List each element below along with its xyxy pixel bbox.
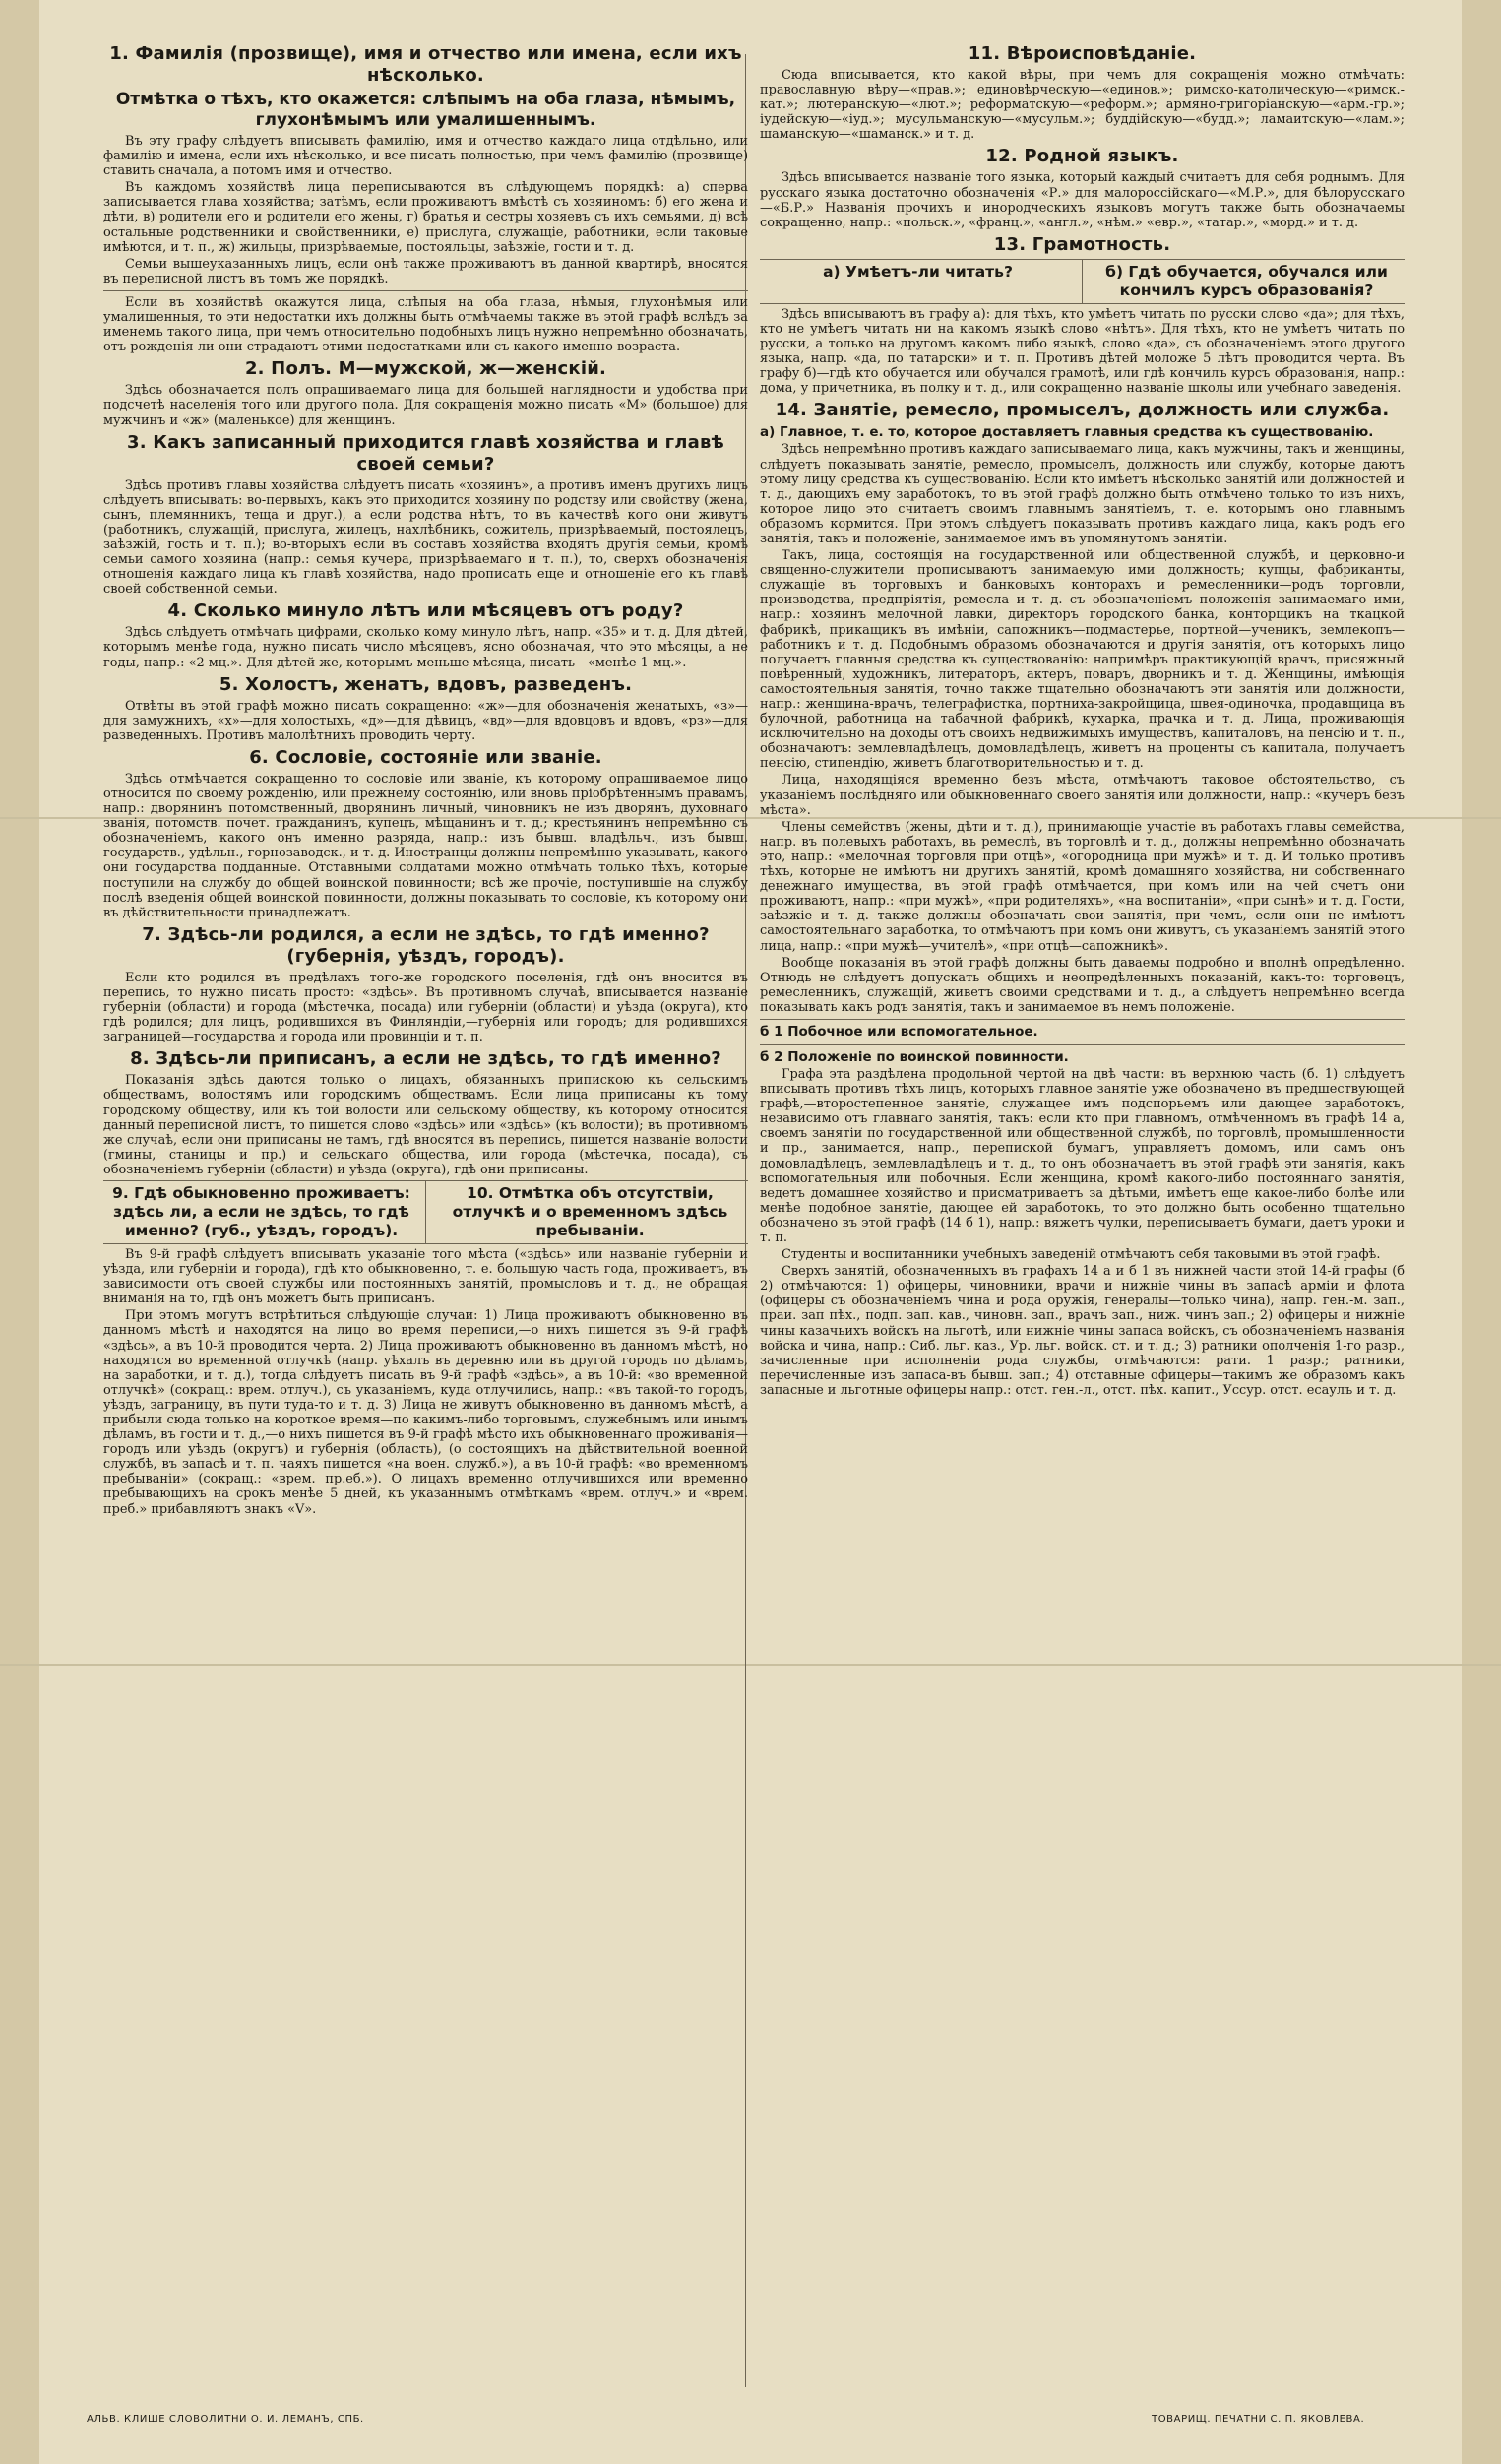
section-12-text: Здѣсь вписывается названіе того языка, который каждый считаетъ для себя роднымъ. Для русскаго языка достаточно обозначенія «Р.» для малороссійскаго—«М.Р.», для бѣлорусскаго—«Б.Р.» Названія прочихъ и инородческихъ языковъ могутъ также быть обозначаемы сокращенно, напр.: «польск.», «франц.», «англ.», «нѣм.» «евр.», «татар.», «морд.» и т. д. bbox=[760, 170, 1405, 230]
section-8-title: 8. Здѣсь-ли приписанъ, а если не здѣсь, то гдѣ именно? bbox=[130, 1048, 721, 1070]
section-13-title: 13. Грамотность. bbox=[993, 233, 1171, 255]
section-14-text: Такъ, лица, состоящія на государственной или общественной службѣ, и церковно-и священно-служители прописываютъ занимаемую ими должность; купцы, фабриканты, служащіе въ торговыхъ и банковыхъ конторахъ и ремесленники—родъ торговли, производства, предпріятія, ремесла и т. д. съ обозначеніемъ положенія занимаемаго ими, напр.: хозяинъ мелочной лавки, директоръ городского банка, конторщикъ на ткацкой фабрикѣ, прикащикъ въ имѣніи, сапожникъ—подмастерье, портной—ученикъ, землекопъ—работникъ и т. д. Подобнымъ образомъ обозначаются и другія занятія, отъ которыхъ лицо получаетъ главныя средства къ существованію: напримѣръ практикующій врачъ, присяжный повѣренный, художникъ, литераторъ, актеръ, поваръ, дворникъ и т. д. Женщины, имѣющія самостоятельныя занятія, точно также тщательно обозначаютъ эти занятія или должности, напр.: женщина-врачъ, телеграфистка, портниха-закройщица, швея-одиночка, продавщица въ булочной, работница на табачной фабрикѣ, кухарка, прачка и т. д. Лица, проживающія исключительно на доходы отъ своихъ недвижимыхъ имуществъ, капиталовъ, на пенсію и т. п., обозначаютъ: землевладѣлецъ, домовладѣлецъ, живетъ на проценты съ капитала, получаетъ пенсію, стипендію, живетъ благотворительностью и т. д. bbox=[760, 548, 1405, 772]
section-3-text: Здѣсь противъ главы хозяйства слѣдуетъ писать «хозяинъ», а противъ именъ другихъ лицъ слѣдуетъ вписывать: во-первыхъ, какъ это приходится хозяину по родству или свойству (жена, сынъ, племянникъ, теща и друг.), а если родства нѣтъ, то въ качествѣ кого они живутъ (работникъ, служащій, прислуга, жилецъ, нахлѣбникъ, сожитель, призрѣваемый, постоялецъ, заѣзжій, гость и т. п.); во-вторыхъ если въ составъ хозяйства входятъ другія семьи, кромѣ семьи самого хозяина (напр.: семья кучера, призрѣваемаго и т. п.), то, сверхъ обозначенія отношенія каждаго лица къ главѣ хозяйства, надо прописать еще и отношеніе его къ главѣ своей собственной семьи. bbox=[103, 477, 748, 598]
section-6-text: Здѣсь отмѣчается сокращенно то сословіе или званіе, къ которому опрашиваемое лицо относится по своему рожденію, или прежнему состоянію, или вновь пріобрѣтеннымъ правамъ, напр.: дворянинъ потомственный, дворянинъ личный, чиновникъ не изъ дворянъ, духовнаго званія, потомств. почет. гражданинъ, купецъ, мѣщанинъ и т. д.; крестьянинъ непремѣнно съ обозначеніемъ, какого онъ именно разряда, напр.: изъ бывш. владѣльч., изъ бывш. государств., удѣльн., горнозаводск., и т. д. Иностранцы должны непремѣнно указывать, какого они государства подданные. Отставными солдатами можно отмѣчать только тѣхъ, которые поступили на службу до общей воинской повинности; всѣ же прочіе, поступившіе на службу послѣ введенія общей воинской повинности, должны показывать то сословіе, къ которому они въ дѣйствительности принадлежатъ. bbox=[103, 771, 748, 920]
section-5-title: 5. Холостъ, женатъ, вдовъ, разведенъ. bbox=[219, 673, 633, 695]
section-14-text: Члены семействъ (жены, дѣти и т. д.), принимающіе участіе въ работахъ главы семейства, напр. въ полевыхъ работахъ, въ ремеслѣ, въ торговлѣ и т. д., должны непремѣнно обозначать это, напр.: «мелочная торговля при отцѣ», «огородница при мужѣ» и т. д. И только противъ тѣхъ, которые не имѣютъ ни другихъ занятій, кромѣ домашняго хозяйства, ни собственнаго денежнаго имущества, въ этой графѣ отмѣчается, при комъ или на чей счетъ они проживаютъ, напр.: «при мужѣ», «при родителяхъ», «на воспитаніи», «при сынѣ» и т. д. Гости, заѣзжіе и т. д. также должны обозначать свои занятія, при чемъ, если они не имѣютъ самостоятельнаго заработка, то отмѣчаютъ при комъ они живутъ, съ указаніемъ занятій этого лица, напр.: «при мужѣ—учителѣ», «при отцѣ—сапожникѣ». bbox=[760, 819, 1405, 954]
section-14-text: Здѣсь непремѣнно противъ каждаго записываемаго лица, какъ мужчины, такъ и женщины, слѣдуетъ показывать занятіе, ремесло, промыселъ, должность или службу, которые даютъ этому лицу средства къ существованію. Если кто имѣетъ нѣсколько занятій или должностей и т. д., дающихъ ему заработокъ, то въ этой графѣ должно быть отмѣчено только то изъ нихъ, которое лицо это считаетъ своимъ главнымъ занятіемъ, т. е. которымъ оно главнымъ образомъ кормится. При этомъ слѣдуетъ показывать противъ каждаго лица, какъ родъ его занятія, такъ и положеніе, занимаемое имъ въ упомянутомъ занятіи. bbox=[760, 442, 1405, 546]
left-column bbox=[103, 39, 748, 2392]
section-1-text: Въ эту графу слѣдуетъ вписывать фамилію, имя и отчество каждаго лица отдѣльно, или фамилію и имена, если ихъ нѣсколько, и все писать полностью, при чемъ фамилію (прозвище) ставить сначала, а потомъ имя и отчество. bbox=[103, 134, 748, 179]
section-14-text: Студенты и воспитанники учебныхъ заведеній отмѣчаютъ себя таковыми въ этой графѣ. bbox=[782, 1247, 1381, 1263]
section-9-title: 9. Гдѣ обыкновенно проживаетъ: здѣсь ли, а если не здѣсь, то гдѣ именно? (губ., уѣздъ, городъ). bbox=[112, 1183, 410, 1239]
section-11-title: 11. Вѣроисповѣданіе. bbox=[968, 43, 1197, 64]
printer-credit-left: АЛЬВ. КЛИШЕ СЛОВОЛИТНИ О. И. ЛЕМАНЪ, СПБ. bbox=[87, 2414, 364, 2425]
section-14b1-subtitle: б 1 Побочное или вспомогательное. bbox=[760, 1023, 1038, 1040]
section-9-text: При этомъ могутъ встрѣтиться слѣдующіе случаи: 1) Лица проживаютъ обыкновенно въ данномъ мѣстѣ и находятся на лицо во время переписи,—о нихъ пишется въ 9-й графѣ «здѣсь», а въ 10-й проводится черта. 2) Лица проживаютъ обыкновенно въ данномъ мѣстѣ, но находятся во временной отлучкѣ (напр. уѣхалъ въ деревню или въ другой городъ по дѣламъ, на заработки, и т. д.), тогда слѣдуетъ писать въ 9-й графѣ «здѣсь», а въ 10-й: «во временной отлучкѣ» (сокращ.: врем. отлуч.), съ указаніемъ, куда отлучились, напр.: «въ такой-то городъ, уѣздъ, заграницу, въ пути туда-то и т. д. 3) Лица не живутъ обыкновенно въ данномъ мѣстѣ, а прибыли сюда только на короткое время—по какимъ-либо торговымъ, служебнымъ или инымъ дѣламъ, въ гости и т. д.,—о нихъ пишется въ 9-й графѣ мѣсто ихъ обыкновеннаго проживанія—городъ или уѣздъ (округъ) и губернія (область), (о состоящихъ на дѣйствительной военной службѣ, въ запасѣ и т. п. чаяхъ пишется «на воен. служб.»), а въ 10-й графѣ: «во временномъ пребываніи» (сокращ.: «врем. пр.еб.»). О лицахъ временно отлучившихся или временно пребывающихъ на срокъ менѣе 5 дней, къ указаннымъ отмѣткамъ «врем. отлуч.» и «врем. преб.» прибавляютъ знакъ «V». bbox=[103, 1308, 748, 1517]
section-9-text: Въ 9-й графѣ слѣдуетъ вписывать указаніе того мѣста («здѣсь» или названіе губерніи и уѣзда, или губерніи и города), гдѣ кто обыкновенно, т. е. большую часть года, проживаетъ, въ зависимости отъ своей службы или постоянныхъ занятій, промысловъ и т. д., не обращая вниманія на то, гдѣ онъ можетъ быть приписанъ. bbox=[103, 1246, 748, 1307]
section-8-text: Показанія здѣсь даются только о лицахъ, обязанныхъ припискою къ сельскимъ обществамъ, волостямъ или городскимъ обществамъ. Если лица приписаны къ тому городскому обществу, или къ той волости или сельскому обществу, къ которому относится данный переписной листъ, то пишется слово «здѣсь» или «здѣсь» (къ волости); въ противномъ же случаѣ, если они приписаны не тамъ, гдѣ вносятся въ перепись, пишется названіе волости (гмины, станицы и пр.) и сельскаго общества, или города (мѣстечка, посада), съ обозначеніемъ губерніи (области) и уѣзда (округа), гдѣ они приписаны. bbox=[103, 1073, 748, 1177]
section-14b2-subtitle: б 2 Положеніе по воинской повинности. bbox=[760, 1048, 1069, 1065]
section-4-title: 4. Сколько минуло лѣтъ или мѣсяцевъ отъ роду? bbox=[167, 600, 684, 622]
divider bbox=[760, 1044, 1405, 1045]
section-3-title: 3. Какъ записанный приходится главѣ хозяйства и главѣ своей семьи? bbox=[127, 431, 724, 474]
section-1-text: Если въ хозяйствѣ окажутся лица, слѣпыя на оба глаза, нѣмыя, глухонѣмыя или умалишенныя, то эти недостатки ихъ должны быть отмѣчаемы также въ этой графѣ вслѣдъ за именемъ такого лица, при чемъ относительно подобныхъ лицъ нужно непремѣнно обозначать, отъ рожденія-ли они страдаютъ этими недостатками или съ какого именно возраста. bbox=[103, 294, 748, 355]
page-right-edge bbox=[1462, 0, 1501, 2464]
section-1-title: 1. Фамилія (прозвище), имя и отчество или имена, если ихъ нѣсколько. bbox=[109, 43, 742, 86]
divider bbox=[760, 1019, 1405, 1020]
section-14a-subtitle: а) Главное, т. е. то, которое доставляетъ главныя средства къ существованію. bbox=[760, 424, 1374, 441]
section-9-header-cell bbox=[103, 1181, 426, 1243]
section-10-header-cell bbox=[426, 1181, 748, 1243]
section-5-text: Отвѣты въ этой графѣ можно писать сокращенно: «ж»—для обозначенія женатыхъ, «з»—для замужнихъ, «х»—для холостыхъ, «д»—для дѣвицъ, «вд»—для вдовцовъ и вдовъ, «рз»—для разведенныхъ. Противъ малолѣтнихъ проводить черту. bbox=[103, 698, 748, 743]
page-left-edge bbox=[0, 0, 39, 2464]
section-13b-title: б) Гдѣ обучается, обучался или кончилъ курсъ образованія? bbox=[1105, 262, 1388, 299]
section-14-text: Сверхъ занятій, обозначенныхъ въ графахъ 14 а и б 1 въ нижней части этой 14-й графы (б 2) отмѣчаются: 1) офицеры, чиновники, врачи и нижніе чины въ запасѣ арміи и флота (офицеры съ обозначеніемъ чина и рода оружія, генералы—только чина), напр. ген.-м. зап., праи. зап пѣх., подп. зап. кав., чиновн. зап., врачъ зап., ниж. чинъ зап.; 2) офицеры и нижніе чины казачьихъ войскъ на льготѣ, или нижніе чины запаса войскъ, съ обозначеніемъ названія войска и чина, напр.: Сиб. льг. каз., Ур. льг. войск. ст. и т. д.; 3) ратники ополченія 1-го разр., зачисленные при исполненіи рода службы, отмѣчаются: рати. 1 разр.; ратники, перечисленные изъ запаса-въ бывш. зап.; 4) отставные офицеры—такимъ же образомъ какъ запасные и льготные офицеры напр.: отст. ген.-л., отст. пѣх. капит., Уссур. отст. есаулъ и т. д. bbox=[760, 1264, 1405, 1398]
section-13a-cell bbox=[760, 260, 1083, 303]
section-13a-title: а) Умѣетъ-ли читать? bbox=[823, 262, 1013, 281]
section-14-text: Вообще показанія въ этой графѣ должны быть даваемы подробно и вполнѣ опредѣленно. Отнюдь не слѣдуетъ допускать общихъ и неопредѣленныхъ показаній, какъ-то: торговецъ, ремесленникъ, служащій, живетъ своими средствами и т. д., а слѣдуетъ непремѣнно всегда показывать какъ родъ занятія, такъ и занимаемое въ немъ положеніе. bbox=[760, 955, 1405, 1015]
section-14-text: Графа эта раздѣлена продольной чертой на двѣ части: въ верхнюю часть (б. 1) слѣдуетъ вписывать противъ тѣхъ лицъ, которыхъ главное занятіе уже обозначено въ предшествующей графѣ,—второстепенное занятіе, служащее имъ подспорьемъ или дающее заработокъ, независимо отъ главнаго занятія, такъ: если кто при главномъ, отмѣченномъ въ графѣ 14 а, своемъ занятіи по государственной или общественной службѣ, по торговлѣ, промышленности и пр., занимается, напр., перепиской бумагъ, управляетъ домомъ, или самъ онъ домовладѣлецъ, землевладѣлецъ и т. д., то онъ обозначаетъ въ этой графѣ эти занятія, какъ вспомогательныя или побочныя. Если женщина, кромѣ какого-либо постояннаго занятія, ведетъ домашнее хозяйство и присматриваетъ за дѣтьми, имѣетъ еще какое-либо болѣе или менѣе подобное занятіе, дающее ей заработокъ, то это должно быть особенно тщательно обозначено въ этой графѣ (14 б 1), напр.: вяжетъ чулки, переписываетъ бумаги, даетъ уроки и т. п. bbox=[760, 1066, 1405, 1245]
section-14-text: Лица, находящіяся временно безъ мѣста, отмѣчаютъ таковое обстоятельство, съ указаніемъ послѣдняго или обыкновеннаго своего занятія или должности, напр.: «кучеръ безъ мѣста». bbox=[760, 773, 1405, 818]
section-10-title: 10. Отмѣтка объ отсутствіи, отлучкѣ и о временномъ здѣсь пребываніи. bbox=[452, 1183, 728, 1239]
section-13b-cell bbox=[1083, 260, 1405, 303]
sections-9-10-header bbox=[103, 1180, 748, 1244]
section-2-title: 2. Полъ. М—мужской, ж—женскій. bbox=[244, 358, 607, 380]
section-2-text: Здѣсь обозначается полъ опрашиваемаго лица для большей наглядности и удобства при подсчетѣ населенія того или другого пола. Для сокращенія можно писать «М» (большое) для мужчинъ и «ж» (маленькое) для женщинъ. bbox=[103, 383, 748, 428]
printer-credit-right: ТОВАРИЩ. ПЕЧАТНИ С. П. ЯКОВЛЕВА. bbox=[1152, 2414, 1365, 2425]
section-4-text: Здѣсь слѣдуетъ отмѣчать цифрами, сколько кому минуло лѣтъ, напр. «35» и т. д. Для дѣтей, которымъ менѣе года, нужно писать число мѣсяцевъ, ясно обозначая, что это мѣсяцы, а не годы, напр.: «2 мц.». Для дѣтей же, которымъ меньше мѣсяца, писать—«менѣе 1 мц.». bbox=[103, 625, 748, 670]
section-7-text: Если кто родился въ предѣлахъ того-же городского поселенія, гдѣ онъ вносится въ перепись, то нужно писать просто: «здѣсь». Въ противномъ случаѣ, вписывается названіе губерніи (области) и города (мѣстечка, посада) или губерніи (области) и уѣзда (округа), кто гдѣ родился; для лицъ, родившихся въ Финляндіи,—губернія или городъ; для родившихся заграницей—государства и города или провинціи и т. п. bbox=[103, 970, 748, 1045]
section-12-title: 12. Родной языкъ. bbox=[985, 146, 1179, 167]
section-13-header bbox=[760, 259, 1405, 304]
section-6-title: 6. Сословіе, состояніе или званіе. bbox=[249, 746, 602, 768]
section-13-text: Здѣсь вписываютъ въ графу а): для тѣхъ, кто умѣетъ читать по русски слово «да»; для тѣхъ, кто не умѣетъ читать ни на какомъ языкѣ слово «нѣтъ». Для тѣхъ, кто не умѣетъ читать по русски, а только на другомъ какомъ либо языкѣ, слово «да», съ обозначеніемъ этого другого языка, напр. «да, по татарски» и т. п. Противъ дѣтей моложе 5 лѣтъ проводится черта. Въ графу б)—гдѣ кто обучается или обучался грамотѣ, или гдѣ кончилъ курсъ образованія, напр.: дома, у причетника, въ полку и т. д., или сокращенно названіе школы или учебнаго заведенія. bbox=[760, 306, 1405, 397]
divider bbox=[103, 290, 748, 291]
section-1-text: Семьи вышеуказанныхъ лицъ, если онѣ также проживаютъ въ данной квартирѣ, вносятся въ переписной листъ въ томъ же порядкѣ. bbox=[103, 256, 748, 286]
section-14-title: 14. Занятіе, ремесло, промыселъ, должность или служба. bbox=[775, 400, 1390, 421]
section-7-title: 7. Здѣсь-ли родился, а если не здѣсь, то гдѣ именно? (губернія, уѣздъ, городъ). bbox=[142, 923, 710, 967]
section-1-text: Въ каждомъ хозяйствѣ лица переписываются въ слѣдующемъ порядкѣ: а) сперва записывается глава хозяйства; затѣмъ, если проживаютъ вмѣстѣ съ хозяиномъ: б) его жена и дѣти, в) родители его и родители его жены, г) братья и сестры хозяевъ съ ихъ семьями, д) всѣ остальные родственники и свойственники, е) прислуга, служащіе, работники, если таковые имѣются, и т. п., ж) жильцы, призрѣваемые, постояльцы, заѣзжіе, гости и т. д. bbox=[103, 180, 748, 255]
right-column bbox=[760, 39, 1405, 2392]
section-11-text: Сюда вписывается, кто какой вѣры, при чемъ для сокращенія можно отмѣчать: православную вѣру—«прав.»; единовѣрческую—«единов.»; римско-католическую—«римск.-кат.»; лютеранскую—«лют.»; реформатскую—«реформ.»; армяно-григоріанскую—«арм.-гр.»; іудейскую—«іуд.»; мусульманскую—«мусульм.»; буддійскую—«будд.»; ламаитскую—«лам.»; шаманскую—«шаманск.» и т. д. bbox=[760, 68, 1405, 143]
section-1-note: Отмѣтка о тѣхъ, кто окажется: слѣпымъ на оба глаза, нѣмымъ, глухонѣмымъ или умалишеннымъ. bbox=[115, 90, 736, 130]
